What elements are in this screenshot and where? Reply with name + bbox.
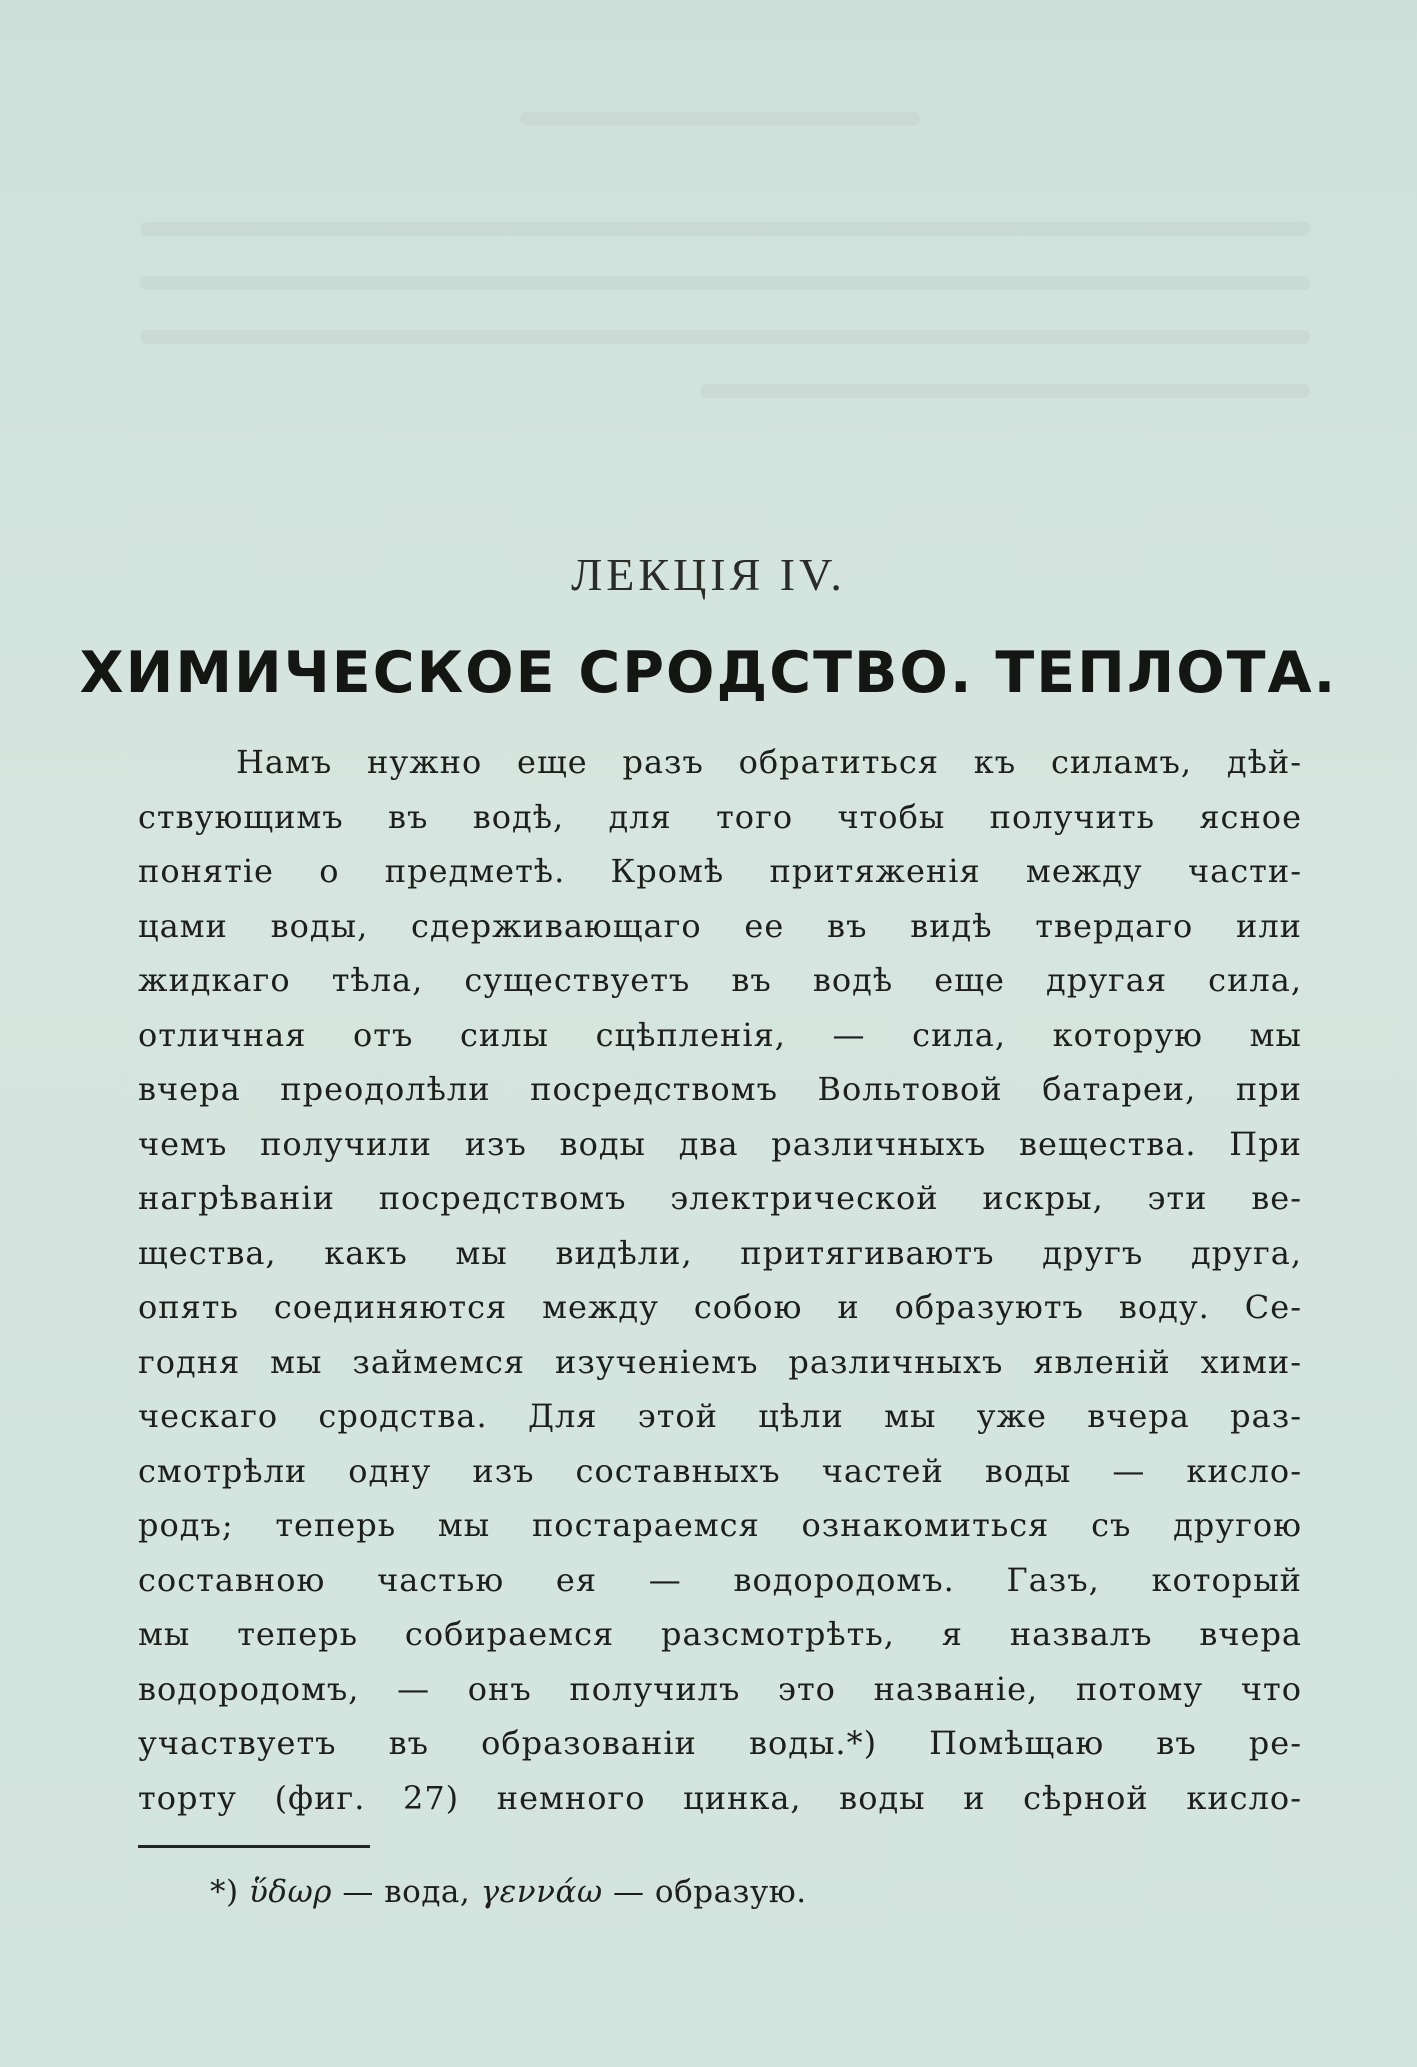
body-line: отличная отъ силы сцѣпленія, — сила, которую мы [138, 1015, 1302, 1054]
body-line: понятіе о предметѣ. Кромѣ притяженія между части- [138, 852, 1302, 890]
bleed-through-mark [140, 222, 1310, 236]
body-line: водородомъ, — онъ получилъ это названіе, потому что [138, 1669, 1302, 1708]
body-line: жидкаго тѣла, существуетъ въ водѣ еще другая сила, [138, 961, 1302, 999]
body-line: годня мы займемся изученіемъ различныхъ явленій хими- [138, 1342, 1302, 1381]
chapter-heading: ХИМИЧЕСКОЕ СРОДСТВО. ТЕПЛОТА. [79, 640, 1338, 706]
footnote [210, 1874, 807, 1910]
body-line: ствующимъ въ водѣ, для того чтобы получить ясное [138, 797, 1302, 836]
body-line: щества, какъ мы видѣли, притягиваютъ другъ друга, [138, 1233, 1302, 1272]
body-line: участвуетъ въ образованіи воды.*) Помѣщаю въ ре- [138, 1724, 1302, 1762]
footnote-gloss: — вода, [342, 1874, 471, 1910]
body-line: чемъ получили изъ воды два различныхъ вещества. При [138, 1124, 1302, 1163]
body-line: нагрѣваніи посредствомъ электрической искры, эти ве- [138, 1179, 1302, 1217]
body-line: смотрѣли одну изъ составныхъ частей воды — кисло- [138, 1451, 1302, 1490]
bleed-through-mark [140, 330, 1310, 344]
body-line: цами воды, сдерживающаго ее въ видѣ твердаго или [138, 906, 1302, 945]
bleed-through-mark [140, 276, 1310, 290]
body-line: опять соединяются между собою и образуютъ воду. Се- [138, 1288, 1302, 1326]
lecture-title: ЛЕКЦІЯ IV. [571, 549, 846, 600]
body-text [138, 735, 1302, 1825]
body-line: вчера преодолѣли посредствомъ Вольтовой батареи, при [138, 1070, 1302, 1108]
bleed-through-mark [520, 112, 920, 126]
body-line: торту (фиг. 27) немного цинка, воды и сѣрной кисло- [138, 1778, 1302, 1817]
body-line: мы теперь собираемся разсмотрѣть, я назвалъ вчера [138, 1615, 1302, 1653]
body-line: составною частью ея — водородомъ. Газъ, который [138, 1560, 1302, 1599]
footnote-greek-word: ὕδωρ [248, 1874, 332, 1910]
footnote-marker: *) [210, 1874, 239, 1910]
body-line: ческаго сродства. Для этой цѣли мы уже вчера раз- [138, 1397, 1302, 1435]
body-line: Намъ нужно еще разъ обратиться къ силамъ, дѣй- [236, 743, 1302, 781]
footnote-greek-word: γεννάω [480, 1874, 603, 1910]
body-line: родъ; теперь мы постараемся ознакомиться съ другою [138, 1506, 1302, 1544]
footnote-gloss: — образую. [613, 1874, 807, 1910]
footnote-divider [138, 1845, 370, 1848]
bleed-through-mark [700, 384, 1310, 398]
